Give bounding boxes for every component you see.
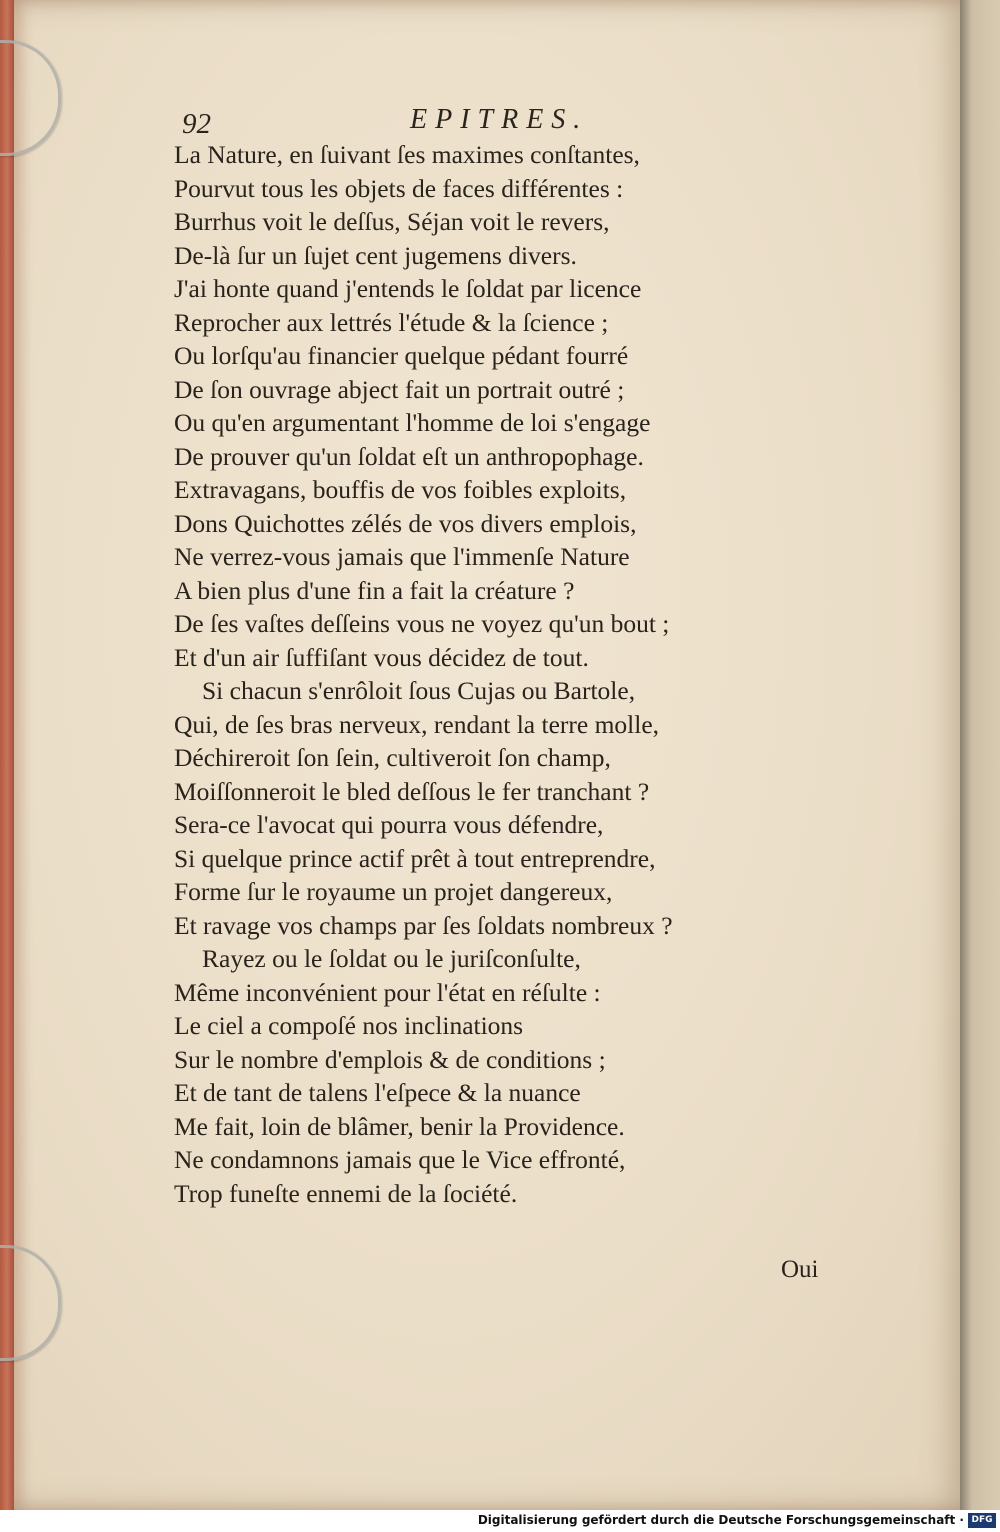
poem-line: De-là ſur un ſujet cent jugemens divers. xyxy=(174,240,577,270)
running-head: EPITRES. xyxy=(410,104,589,135)
poem-line: Qui, de ſes bras nerveux, rendant la terre molle, xyxy=(174,709,660,739)
page-header xyxy=(0,100,1000,140)
poem-line: Trop funeſte ennemi de la ſociété. xyxy=(174,1178,518,1208)
poem-line: De prouver qu'un ſoldat eſt un anthropophage. xyxy=(174,441,644,471)
funding-credit: Digitalisierung gefördert durch die Deutsche Forschungsgemeinschaft · xyxy=(477,1513,964,1527)
poem-line: Même inconvénient pour l'état en réſulte : xyxy=(174,977,601,1007)
poem-line: De ſes vaſtes deſſeins vous ne voyez qu'un bout ; xyxy=(174,609,670,638)
adjacent-page-edge xyxy=(960,0,1000,1510)
poem-line: A bien plus d'une fin a fait la créature ? xyxy=(174,575,575,605)
poem-line: Me fait, loin de blâmer, benir la Providence. xyxy=(174,1111,625,1141)
poem-line: Et d'un air ſuffiſant vous décidez de tout. xyxy=(174,642,589,672)
poem-line: Déchireroit ſon ſein, cultiveroit ſon champ, xyxy=(174,743,611,772)
poem-line: Si chacun s'enrôloit ſous Cujas ou Bartole, xyxy=(202,676,636,705)
poem-line: Et de tant de talens l'eſpece & la nuance xyxy=(174,1078,581,1107)
catchword: Oui xyxy=(781,1256,819,1283)
poem-line: Moiſſonneroit le bled deſſous le fer tranchant ? xyxy=(174,776,650,806)
poem-line: Burrhus voit le deſſus, Séjan voit le revers, xyxy=(174,207,610,236)
poem-line: Dons Quichottes zélés de vos divers emplois, xyxy=(174,508,637,538)
digitization-footer xyxy=(0,1510,1000,1532)
poem-line: De ſon ouvrage abject fait un portrait outré ; xyxy=(174,374,625,404)
poem-line: J'ai honte quand j'entends le ſoldat par licence xyxy=(174,274,642,303)
poem-line: Forme ſur le royaume un projet dangereux, xyxy=(174,877,613,906)
dfg-logo-icon: DFG xyxy=(968,1513,996,1528)
poem-line: Sur le nombre d'emplois & de conditions ; xyxy=(174,1044,606,1074)
poem-line: Ne condamnons jamais que le Vice effronté, xyxy=(174,1145,626,1174)
page-number: 92 xyxy=(182,108,211,140)
poem-line: Ou lorſqu'au financier quelque pédant fourré xyxy=(174,341,629,370)
poem-line: Ou qu'en argumentant l'homme de loi s'engage xyxy=(174,408,651,437)
poem-line: Pourvut tous les objets de faces différentes : xyxy=(174,173,624,203)
poem-line: Et ravage vos champs par ſes ſoldats nombreux ? xyxy=(174,910,673,940)
poem-text xyxy=(174,138,774,1210)
poem-line: Extravagans, bouffis de vos foibles exploits, xyxy=(174,475,627,504)
poem-line: Si quelque prince actif prêt à tout entreprendre, xyxy=(174,843,656,873)
poem-line: Le ciel a compoſé nos inclinations xyxy=(174,1011,524,1040)
poem-line: Sera-ce l'avocat qui pourra vous défendre, xyxy=(174,810,604,839)
poem-line: Reprocher aux lettrés l'étude & la ſcience ; xyxy=(174,307,609,337)
poem-line: La Nature, en ſuivant ſes maximes conſtantes, xyxy=(174,140,640,169)
poem-line: Ne verrez-vous jamais que l'immenſe Nature xyxy=(174,542,630,571)
poem-line: Rayez ou le ſoldat ou le juriſconſulte, xyxy=(202,944,581,973)
